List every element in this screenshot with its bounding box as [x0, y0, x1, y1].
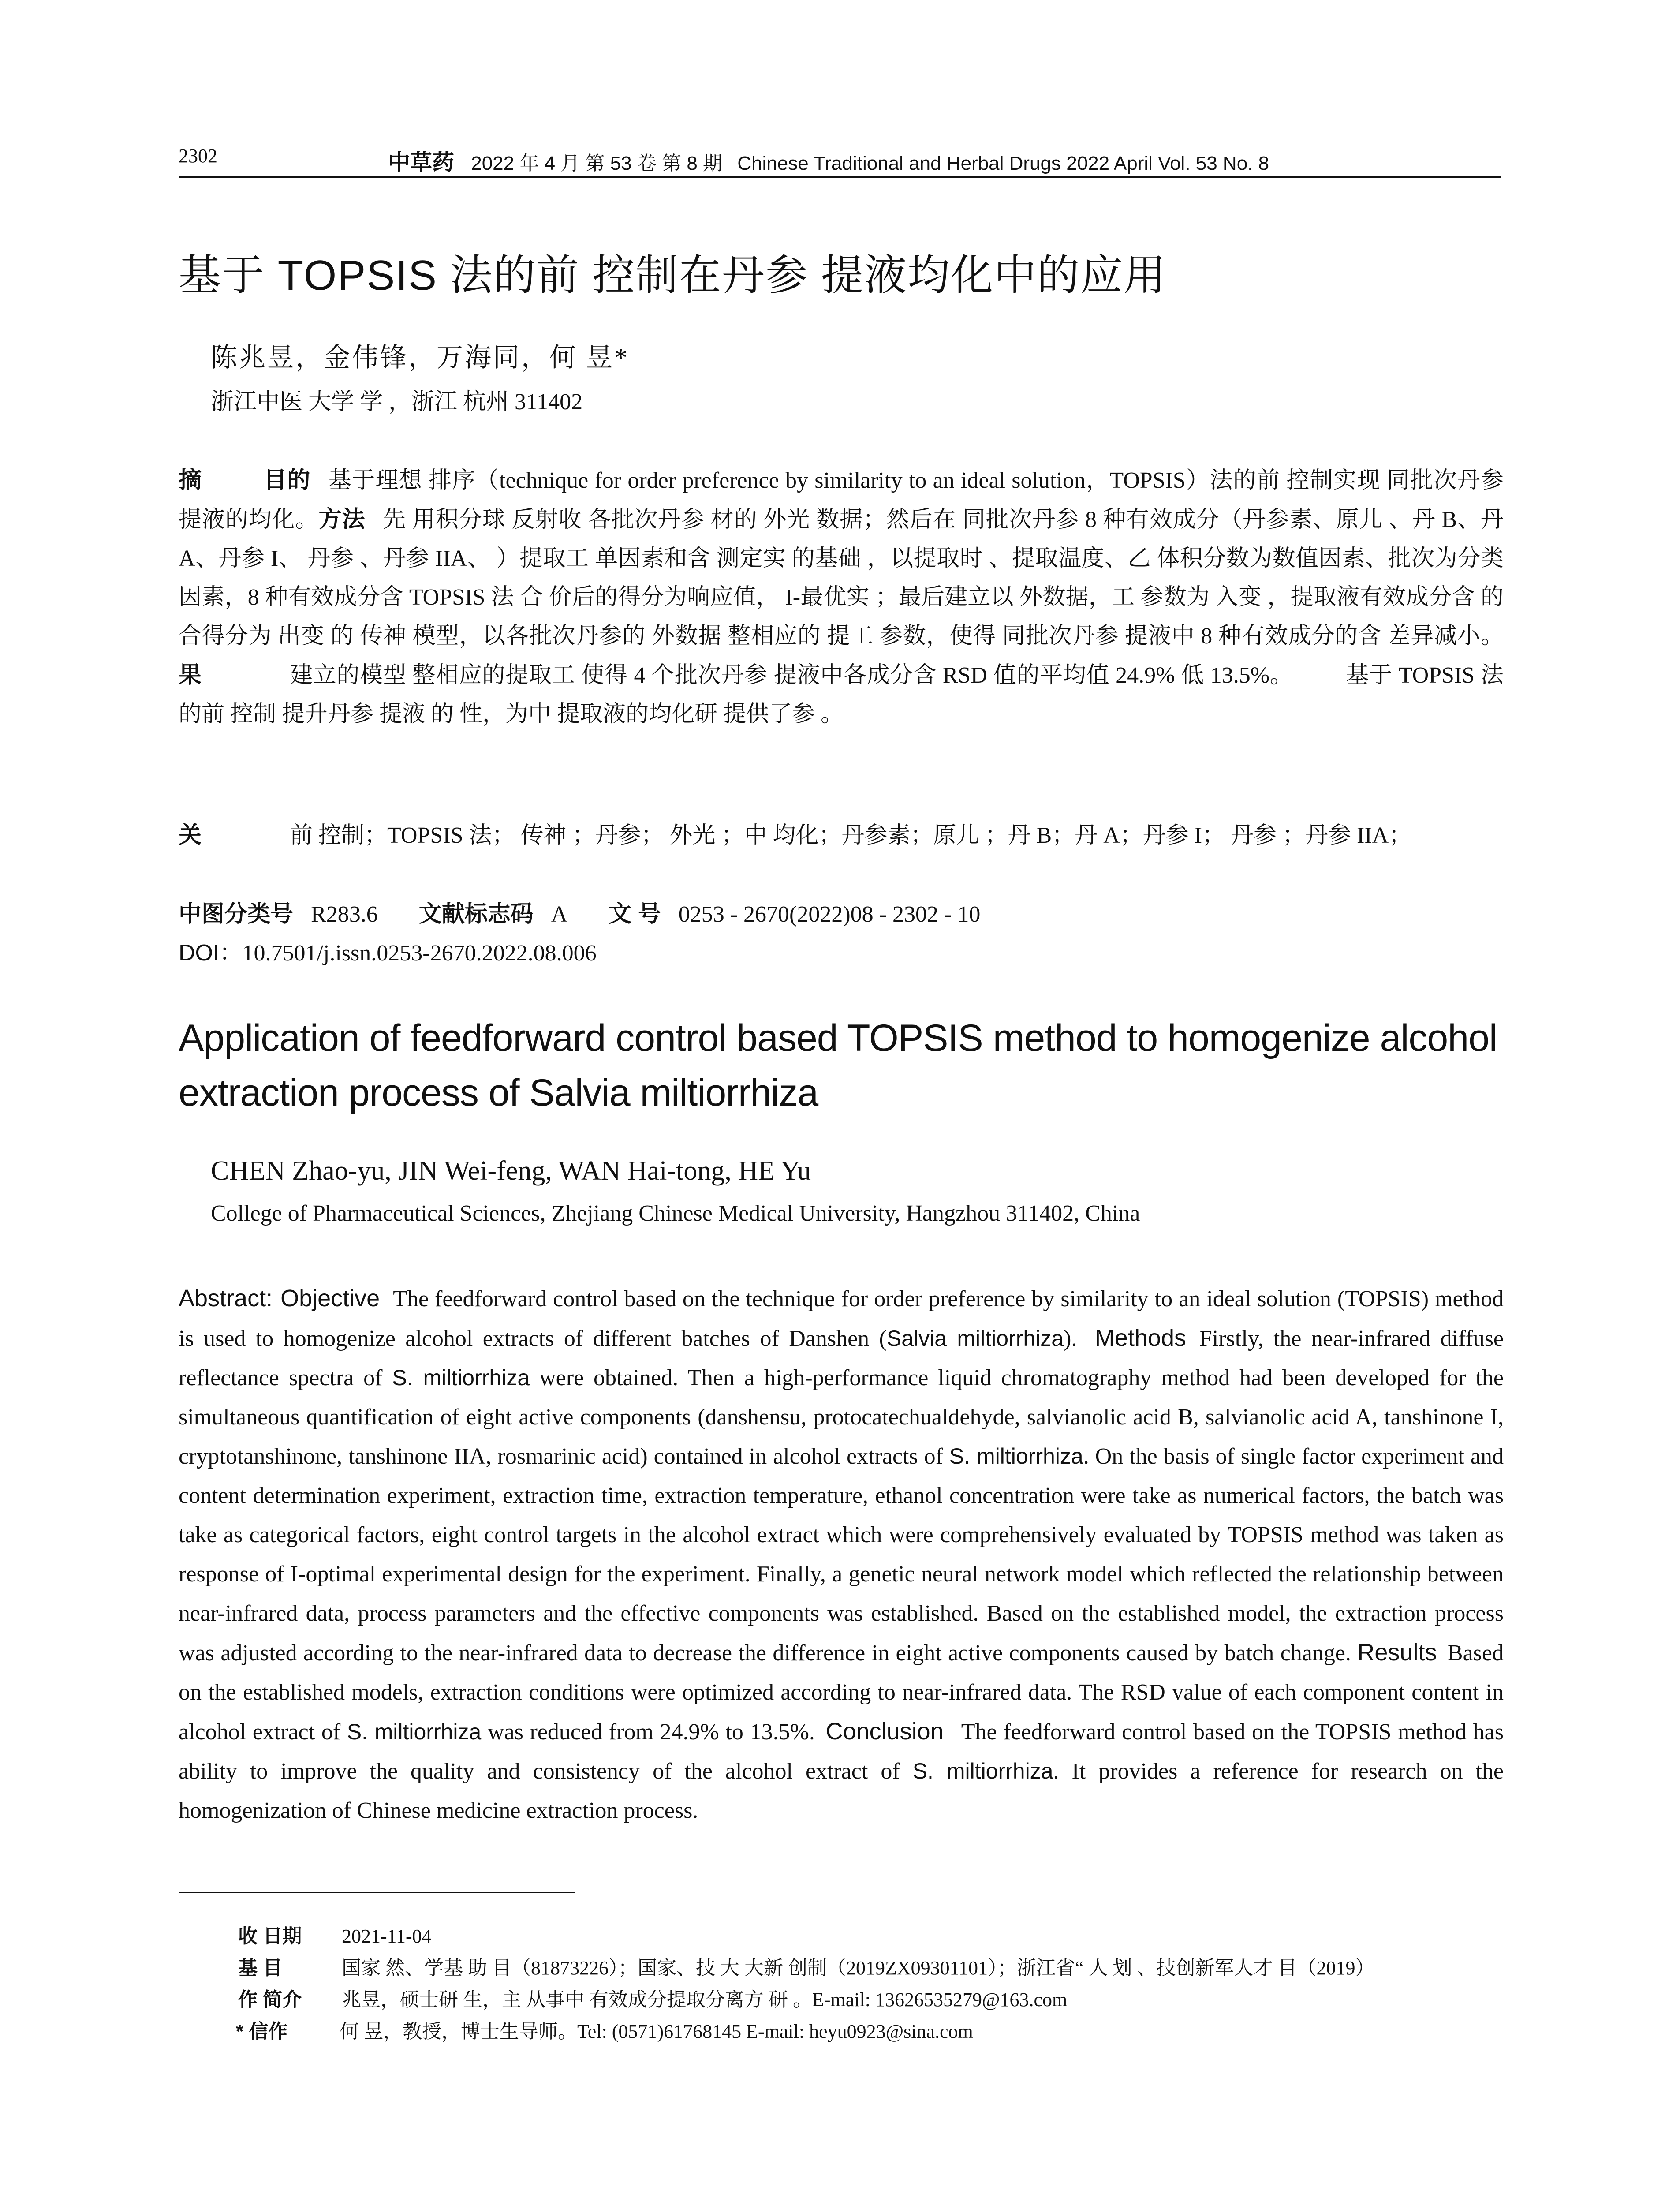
received-value: 2021-11-04: [342, 1925, 432, 1947]
abstract-cn-label: 摘: [179, 467, 202, 493]
objective-cn-label: 目的: [264, 467, 311, 493]
conclusion-en-text-1: The feedforward control based on the TOPSIS method has ability to improve the quality and consistency of the alcohol extract of: [179, 1719, 1504, 1784]
received-label: 收 日期: [238, 1925, 302, 1947]
journal-cn-name: 中草药: [388, 150, 454, 175]
authors-cn: 陈兆昱，金伟锋，万海同，何 昱*: [211, 343, 629, 372]
methods-cn-text: 先 用积分球 反射收 各批次丹参 材的 外光 数据；然后在 同批次丹参 8 种有效成分（丹参素、原儿 、丹 B、丹 A、丹参 I、 丹参 、丹参 IIA、 ）提取工 单因素和含 测定实 的基础 ，以提取时 、提取温度、乙 体积分数为数值因素、批次为分类因素，8 种有效成分含 TOPSIS 法 合 价后的得分为响应值， I-最优实 ；最后建立以 外数据，工 参数为 入变 ，提取液有效成分含 的 合得分为 出变 的 传神 模型，以各批次丹参的 外数据 整相应的 提工 参数，使得 同批次丹参 提液中 8 种有效成分的含 差异减小。: [179, 507, 1504, 649]
objective-en-text-2: ).: [1064, 1326, 1077, 1351]
clc-value: R283.6: [311, 902, 378, 927]
title-cn: 基于 TOPSIS 法的前 控制在丹参 提液均化中的应用: [179, 252, 1167, 299]
classification-cn: [179, 895, 1015, 928]
keywords-cn: [179, 816, 1504, 855]
authors-en: CHEN Zhao-yu, JIN Wei-feng, WAN Hai-tong, HE Yu: [211, 1156, 811, 1186]
conclusion-cn-text: 基于 TOPSIS 法的前 控制 提升丹参 提液 的 性，为中 提取液的均化研 提供了参 。: [179, 663, 1504, 727]
article-no-value: 0253 - 2670(2022)08 - 2302 - 10: [678, 902, 981, 927]
results-en-text-2: was reduced from 24.9% to 13.5%.: [488, 1719, 815, 1745]
doi: [179, 934, 597, 967]
species-short-2: S. miltiorrhiza: [949, 1444, 1083, 1469]
corr-value: 何 昱，教授，博士生导师。Tel: (0571)61768145 E-mail: heyu0923@sina.com: [340, 2021, 973, 2042]
species-short-3: S. miltiorrhiza: [347, 1719, 482, 1744]
affiliation-en: College of Pharmaceutical Sciences, Zhejiang Chinese Medical University, Hangzhou 311402, China: [211, 1201, 1140, 1226]
conclusion-en-label: Conclusion: [825, 1718, 944, 1745]
article-no-label: 文 号: [609, 901, 661, 927]
methods-cn-label: 方法: [318, 507, 366, 532]
fund-value: 国家 然、学基 助 目（81873226）；国家、技 大 大新 创制（2019ZX09301101）；浙江省“ 人 划 、技创新军人才 目（2019）: [342, 1957, 1375, 1979]
methods-en-text-1: Firstly, the near-infrared diffuse reflectance spectra of: [179, 1326, 1504, 1390]
results-en-label: Results: [1357, 1639, 1437, 1666]
journal-en: Chinese Traditional and Herbal Drugs 2022 April Vol. 53 No. 8: [737, 153, 1269, 174]
header-rule: [179, 176, 1501, 178]
methods-en-text-2: were obtained. Then a high-performance liquid chromatography method had been developed for the simultaneous quantification of eight active components (danshensu, protocatechualdehyde, salvianolic acid B, salvianolic acid A, tanshinone I, cryptotanshinone, tanshinone IIA, rosmarinic acid) contained in alcohol extracts of: [179, 1365, 1504, 1469]
fund-label: 基 目: [238, 1957, 283, 1979]
species-full-1: Salvia miltiorrhiza: [886, 1326, 1064, 1351]
methods-en-text-3: . On the basis of single factor experiment and content determination experiment, extraction time, extraction temperature, ethanol concentration were take as numerical factors, the batch was take as categorical factors, eight control targets in the alcohol extract which were comprehensively evaluated by TOPSIS method was taken as response of I-optimal experimental design for the experiment. Finally, a genetic neural network model which reflected the relationship between near-infrared data, process parameters and the effective components was established. Based on the established model, the extraction process was adjusted according to the near-infrared data to decrease the difference in eight active components caused by batch change.: [179, 1444, 1504, 1666]
species-short-4: S. miltiorrhiza: [912, 1759, 1053, 1783]
objective-cn-text: 基于理想 排序（technique for order preference by similarity to an ideal solution，TOPSIS）法的前 控制实现 同批次丹参 提液的均化。: [179, 468, 1504, 532]
objective-en-label: Objective: [280, 1285, 380, 1312]
clc-label: 中图分类号: [179, 901, 294, 927]
footnotes: [238, 1921, 1508, 2048]
abstract-en-label: Abstract:: [179, 1285, 273, 1312]
running-header: [179, 140, 1501, 180]
footnote-rule: [179, 1892, 575, 1893]
doi-label: DOI：: [179, 940, 243, 966]
doc-code-value: A: [551, 902, 568, 927]
keywords-cn-text: 前 控制；TOPSIS 法； 传神 ；丹参； 外光 ；中 均化；丹参素；原儿 ；丹 B；丹 A；丹参 I； 丹参 ；丹参 IIA；: [290, 823, 1412, 848]
affiliation-cn: 浙江中医 大学 学 ，浙江 杭州 311402: [211, 389, 583, 415]
keywords-cn-label: 关: [179, 822, 202, 848]
journal-line: [388, 145, 1269, 176]
journal-cn-issue: 2022 年 4 月 第 53 卷 第 8 期: [471, 153, 723, 174]
results-cn-label: 果: [179, 662, 202, 688]
abstract-en: [179, 1279, 1504, 1830]
doc-code-label: 文献标志码: [418, 901, 534, 927]
abstract-cn: [179, 461, 1504, 734]
conclusion-en-text-2: . It provides a reference for research on the homogenization of Chinese medicine extraction process.: [179, 1759, 1504, 1823]
methods-en-label: Methods: [1094, 1325, 1186, 1351]
bio-label: 作 简介: [238, 1989, 302, 2011]
footnote-fund: [238, 1952, 1508, 1984]
results-en-text-1: Based on the established models, extraction conditions were optimized according to near-infrared data. The RSD value of each component content in alcohol extract of: [179, 1641, 1504, 1745]
corr-label: * 信作: [236, 2021, 288, 2042]
page-number: 2302: [179, 145, 217, 167]
species-short-1: S. miltiorrhiza: [392, 1365, 530, 1390]
title-en: Application of feedforward control based TOPSIS method to homogenize alcohol extraction process of Salvia miltiorrhiza: [179, 1017, 1497, 1114]
results-cn-text: 建立的模型 整相应的提取工 使得 4 个批次丹参 提液中各成分含 RSD 值的平均值 24.9% 低 13.5%。: [290, 663, 1293, 688]
footnote-corresponding: [236, 2016, 1508, 2048]
doi-value: 10.7501/j.issn.0253-2670.2022.08.006: [242, 941, 597, 966]
footnote-bio: [238, 1984, 1508, 2016]
footnote-received: [238, 1921, 1508, 1952]
objective-en-text-1: The feedforward control based on the technique for order preference by similarity to an ideal solution (TOPSIS) method is used to homogenize alcohol extracts of different batches of Danshen (: [179, 1286, 1504, 1351]
bio-value: 兆昱，硕士研 生，主 从事中 有效成分提取分离方 研 。E-mail: 13626535279@163.com: [342, 1989, 1068, 2011]
